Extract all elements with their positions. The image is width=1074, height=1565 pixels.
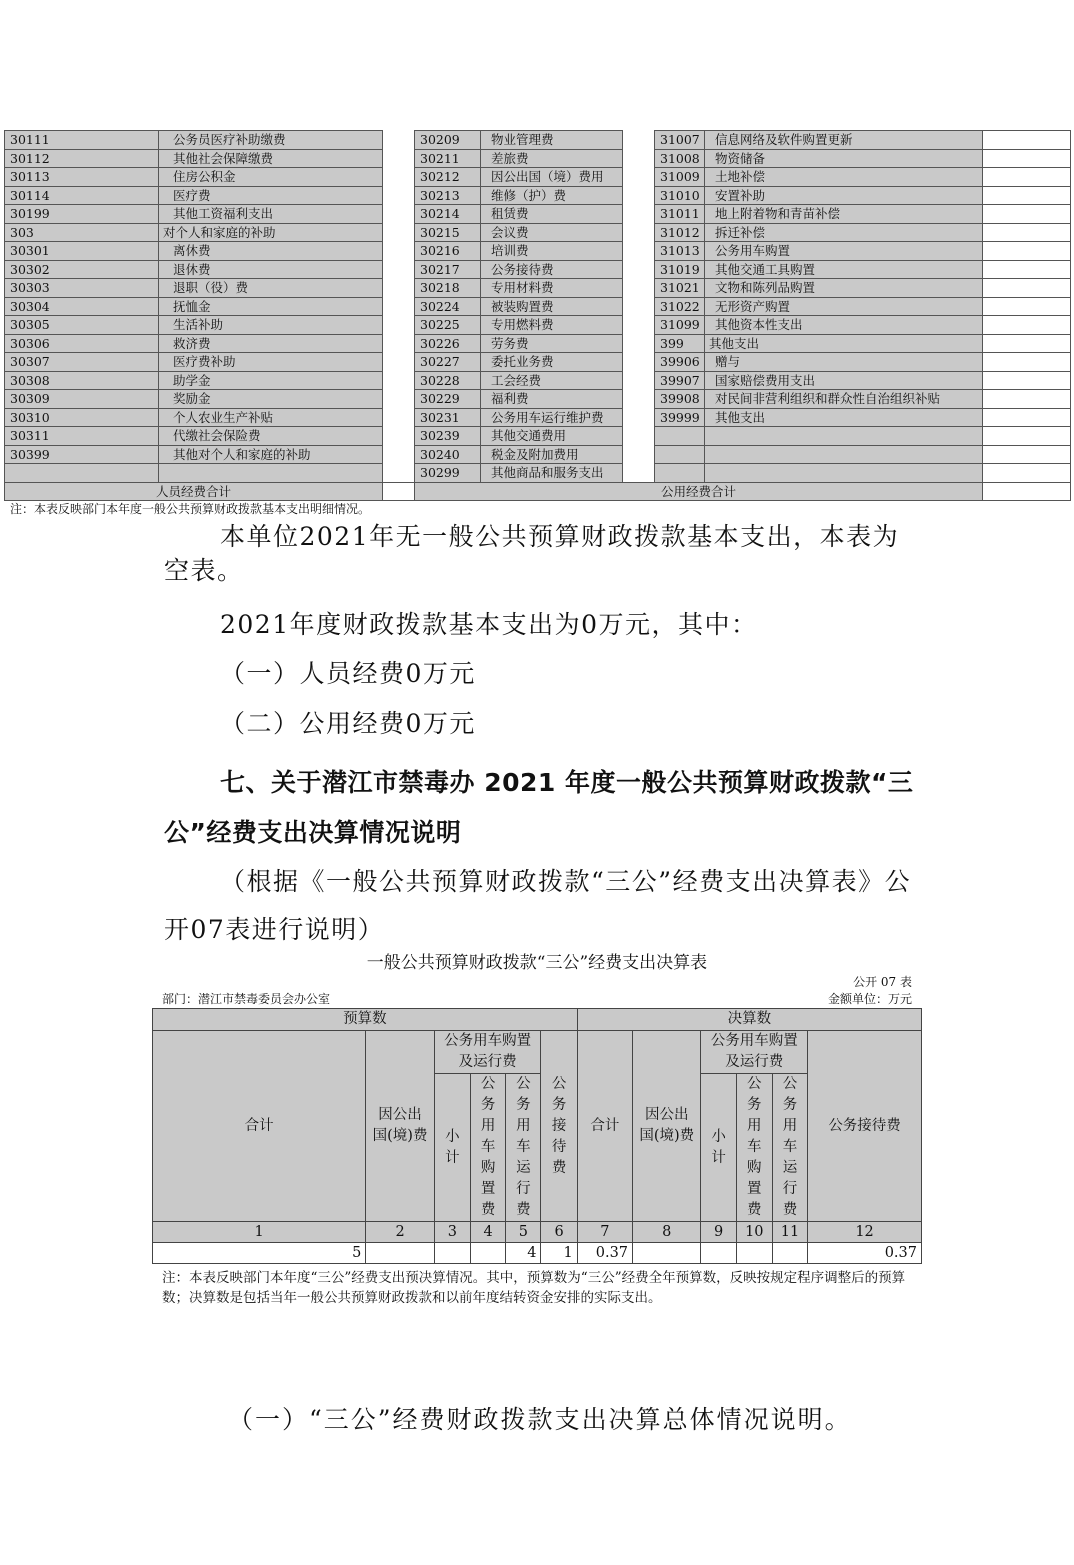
personnel-item — [159, 464, 383, 483]
public-code: 30211 — [415, 149, 481, 168]
public-amount — [623, 445, 655, 464]
personnel-amount — [383, 371, 415, 390]
personnel-amount — [383, 353, 415, 372]
personnel-amount — [383, 186, 415, 205]
public-item: 因公出国（境）费用 — [481, 168, 623, 187]
personnel-code: 30308 — [5, 371, 159, 390]
personnel-code: 30310 — [5, 408, 159, 427]
capital-amount — [983, 260, 1071, 279]
public-item: 工会经费 — [481, 371, 623, 390]
personnel-amount — [383, 131, 415, 150]
public-code: 30231 — [415, 408, 481, 427]
column-value: 5 — [153, 1243, 366, 1264]
capital-code: 31013 — [655, 242, 705, 261]
capital-code: 31019 — [655, 260, 705, 279]
basic-expenditure-detail-table — [4, 130, 1071, 501]
capital-amount — [983, 168, 1071, 187]
capital-item: 文物和陈列品购置 — [705, 279, 983, 298]
final-subtotal-header: 小计 — [701, 1074, 736, 1222]
public-item: 物业管理费 — [481, 131, 623, 150]
personnel-amount — [383, 445, 415, 464]
detail-table-row — [5, 353, 1071, 372]
detail-table-row — [5, 260, 1071, 279]
public-amount — [623, 427, 655, 446]
personnel-amount — [383, 334, 415, 353]
personnel-amount — [383, 279, 415, 298]
column-value: 0.37 — [808, 1243, 922, 1264]
detail-table-row — [5, 223, 1071, 242]
personnel-item: 其他对个人和家庭的补助 — [159, 445, 383, 464]
column-value — [434, 1243, 470, 1264]
public-amount — [623, 186, 655, 205]
public-item: 差旅费 — [481, 149, 623, 168]
personnel-amount — [383, 297, 415, 316]
column-number: 10 — [736, 1222, 772, 1243]
personnel-amount — [383, 223, 415, 242]
column-number: 1 — [153, 1222, 366, 1243]
final-car-group-header: 公务用车购置及运行费 — [701, 1031, 808, 1074]
personnel-code: 30302 — [5, 260, 159, 279]
capital-code: 39908 — [655, 390, 705, 409]
capital-amount — [983, 371, 1071, 390]
capital-code: 31009 — [655, 168, 705, 187]
public-amount — [623, 260, 655, 279]
public-code: 30217 — [415, 260, 481, 279]
personnel-code: 30301 — [5, 242, 159, 261]
public-code: 30214 — [415, 205, 481, 224]
public-item: 租赁费 — [481, 205, 623, 224]
personnel-code: 30399 — [5, 445, 159, 464]
final-total-header: 合计 — [577, 1031, 632, 1222]
capital-amount — [983, 242, 1071, 261]
public-code: 30229 — [415, 390, 481, 409]
budget-car-operation-header: 公务用车运行费 — [506, 1074, 541, 1222]
public-item: 其他交通费用 — [481, 427, 623, 446]
personnel-code: 30111 — [5, 131, 159, 150]
final-reception-header: 公务接待费 — [808, 1031, 922, 1222]
detail-table-row — [5, 390, 1071, 409]
capital-item: 公务用车购置 — [705, 242, 983, 261]
column-number: 8 — [633, 1222, 701, 1243]
detail-table-row — [5, 371, 1071, 390]
capital-code: 31022 — [655, 297, 705, 316]
detail-table-row — [5, 408, 1071, 427]
personnel-code: 30311 — [5, 427, 159, 446]
personnel-item: 生活补助 — [159, 316, 383, 335]
capital-item: 信息网络及软件购置更新 — [705, 131, 983, 150]
budget-car-group-header: 公务用车购置及运行费 — [434, 1031, 541, 1074]
personnel-amount — [383, 149, 415, 168]
public-code: 30212 — [415, 168, 481, 187]
public-amount — [623, 353, 655, 372]
capital-code: 39999 — [655, 408, 705, 427]
public-code: 30227 — [415, 353, 481, 372]
public-code: 30216 — [415, 242, 481, 261]
personnel-amount — [383, 260, 415, 279]
capital-item: 其他交通工具购置 — [705, 260, 983, 279]
public-item: 维修（护）费 — [481, 186, 623, 205]
capital-code: 31012 — [655, 223, 705, 242]
capital-item: 对民间非营利组织和群众性自治组织补贴 — [705, 390, 983, 409]
sangong-expenditure-table — [152, 1008, 922, 1264]
personnel-code: 30306 — [5, 334, 159, 353]
column-number: 5 — [506, 1222, 541, 1243]
column-value — [736, 1243, 772, 1264]
column-value — [366, 1243, 434, 1264]
paragraph-overall-explanation: （一）“三公”经费财政拨款支出决算总体情况说明。 — [228, 1405, 852, 1434]
capital-code — [655, 445, 705, 464]
detail-table-row — [5, 205, 1071, 224]
public-amount — [623, 371, 655, 390]
public-amount — [623, 223, 655, 242]
personnel-code — [5, 464, 159, 483]
column-number: 6 — [541, 1222, 577, 1243]
personnel-code: 30304 — [5, 297, 159, 316]
capital-amount — [983, 427, 1071, 446]
column-value: 0.37 — [577, 1243, 632, 1264]
personnel-amount — [383, 168, 415, 187]
personnel-item: 公务员医疗补助缴费 — [159, 131, 383, 150]
public-amount — [623, 297, 655, 316]
personnel-code: 30112 — [5, 149, 159, 168]
public-amount — [623, 279, 655, 298]
column-value — [772, 1243, 807, 1264]
capital-item: 其他资本性支出 — [705, 316, 983, 335]
public-item: 会议费 — [481, 223, 623, 242]
column-number: 11 — [772, 1222, 807, 1243]
capital-code: 39907 — [655, 371, 705, 390]
capital-amount — [983, 131, 1071, 150]
budget-reception-header: 公务接待费 — [541, 1031, 577, 1222]
personnel-item: 对个人和家庭的补助 — [159, 223, 383, 242]
detail-table-total-row — [5, 482, 1071, 501]
column-value — [633, 1243, 701, 1264]
budget-car-purchase-header: 公务用车购置费 — [470, 1074, 505, 1222]
capital-amount — [983, 445, 1071, 464]
personnel-item: 医疗费补助 — [159, 353, 383, 372]
detail-table-row — [5, 149, 1071, 168]
paragraph-basic-expenditure: 2021年度财政拨款基本支出为0万元，其中： — [220, 610, 758, 639]
personnel-amount — [383, 408, 415, 427]
column-number-row — [153, 1222, 922, 1243]
value-row — [153, 1243, 922, 1264]
personnel-item: 住房公积金 — [159, 168, 383, 187]
public-code: 30239 — [415, 427, 481, 446]
personnel-amount — [383, 242, 415, 261]
personnel-item: 医疗费 — [159, 186, 383, 205]
detail-table-row — [5, 186, 1071, 205]
sangong-table-unit: 金额单位：万元 — [827, 992, 912, 1006]
capital-item: 地上附着物和青苗补偿 — [705, 205, 983, 224]
personnel-amount — [383, 205, 415, 224]
public-code: 30218 — [415, 279, 481, 298]
personnel-item: 其他工资福利支出 — [159, 205, 383, 224]
capital-item: 拆迁补偿 — [705, 223, 983, 242]
detail-table-row — [5, 242, 1071, 261]
public-item: 专用燃料费 — [481, 316, 623, 335]
capital-item: 赠与 — [705, 353, 983, 372]
detail-table-note: 注：本表反映部门本年度一般公共预算财政拨款基本支出明细情况。 — [10, 502, 371, 516]
personnel-code: 30309 — [5, 390, 159, 409]
capital-item — [705, 464, 983, 483]
column-number: 4 — [470, 1222, 505, 1243]
column-number: 2 — [366, 1222, 434, 1243]
section-heading-seven: 七、关于潜江市禁毒办 2021 年度一般公共预算财政拨款“三公”经费支出决算情况说明 — [164, 768, 914, 847]
column-number: 3 — [434, 1222, 470, 1243]
capital-code: 31007 — [655, 131, 705, 150]
personnel-item: 其他社会保障缴费 — [159, 149, 383, 168]
budget-subtotal-header: 小计 — [434, 1074, 470, 1222]
detail-table-body — [5, 131, 1071, 483]
capital-amount — [983, 223, 1071, 242]
capital-code: 399 — [655, 334, 705, 353]
public-amount — [623, 205, 655, 224]
personnel-code: 30199 — [5, 205, 159, 224]
detail-table-row — [5, 297, 1071, 316]
final-header: 决算数 — [577, 1009, 921, 1031]
detail-table-row — [5, 316, 1071, 335]
capital-amount — [983, 334, 1071, 353]
public-amount — [623, 408, 655, 427]
personnel-item: 个人农业生产补贴 — [159, 408, 383, 427]
public-total-label: 公用经费合计 — [415, 482, 983, 501]
personnel-amount — [383, 390, 415, 409]
capital-item: 国家赔偿费用支出 — [705, 371, 983, 390]
personnel-code: 30303 — [5, 279, 159, 298]
capital-code — [655, 427, 705, 446]
personnel-total-label: 人员经费合计 — [5, 482, 383, 501]
capital-amount — [983, 353, 1071, 372]
public-code: 30226 — [415, 334, 481, 353]
public-amount — [623, 131, 655, 150]
budget-total-header: 合计 — [153, 1031, 366, 1222]
sangong-table-title: 一般公共预算财政拨款“三公”经费支出决算表 — [366, 953, 708, 973]
public-code: 30228 — [415, 371, 481, 390]
personnel-amount — [383, 316, 415, 335]
public-amount — [623, 390, 655, 409]
capital-code: 31011 — [655, 205, 705, 224]
personnel-code: 30113 — [5, 168, 159, 187]
final-abroad-header: 因公出国(境)费 — [633, 1031, 701, 1222]
capital-amount — [983, 390, 1071, 409]
detail-table-row — [5, 279, 1071, 298]
capital-item: 其他支出 — [705, 334, 983, 353]
capital-code: 31099 — [655, 316, 705, 335]
detail-table-row — [5, 445, 1071, 464]
column-value: 1 — [541, 1243, 577, 1264]
personnel-item: 抚恤金 — [159, 297, 383, 316]
sangong-table-note: 注：本表反映部门本年度“三公”经费支出预决算情况。其中，预算数为“三公”经费全年预算数，反映按规定程序调整后的预算数；决算数是包括当年一般公共预算财政拨款和以前年度结转资金安排的实际支出。 — [162, 1270, 906, 1306]
personnel-item: 救济费 — [159, 334, 383, 353]
capital-item: 无形资产购置 — [705, 297, 983, 316]
column-number: 7 — [577, 1222, 632, 1243]
detail-table-row — [5, 427, 1071, 446]
capital-item — [705, 445, 983, 464]
capital-amount — [983, 279, 1071, 298]
public-item: 被装购置费 — [481, 297, 623, 316]
capital-code: 31021 — [655, 279, 705, 298]
public-code: 30215 — [415, 223, 481, 242]
final-car-operation-header: 公务用车运行费 — [772, 1074, 807, 1222]
column-value — [701, 1243, 736, 1264]
personnel-item: 奖励金 — [159, 390, 383, 409]
personnel-code: 30305 — [5, 316, 159, 335]
capital-amount — [983, 297, 1071, 316]
sangong-table-dept: 部门：潜江市禁毒委员会办公室 — [162, 992, 331, 1006]
capital-item: 其他支出 — [705, 408, 983, 427]
capital-code: 31010 — [655, 186, 705, 205]
paragraph-empty-table: 本单位2021年无一般公共预算财政拨款基本支出，本表为空表。 — [164, 522, 900, 585]
capital-amount — [983, 149, 1071, 168]
personnel-amount — [383, 464, 415, 483]
public-code: 30240 — [415, 445, 481, 464]
public-item: 专用材料费 — [481, 279, 623, 298]
public-amount — [623, 464, 655, 483]
public-item: 福利费 — [481, 390, 623, 409]
public-amount — [623, 334, 655, 353]
detail-table-row — [5, 131, 1071, 150]
capital-item — [705, 427, 983, 446]
capital-item: 土地补偿 — [705, 168, 983, 187]
public-item: 公务接待费 — [481, 260, 623, 279]
column-number: 9 — [701, 1222, 736, 1243]
personnel-total-amount — [383, 482, 415, 501]
public-amount — [623, 149, 655, 168]
column-value: 4 — [506, 1243, 541, 1264]
personnel-item: 助学金 — [159, 371, 383, 390]
personnel-item: 退职（役）费 — [159, 279, 383, 298]
public-item: 劳务费 — [481, 334, 623, 353]
personnel-amount — [383, 427, 415, 446]
public-total-amount — [983, 482, 1071, 501]
public-amount — [623, 242, 655, 261]
capital-amount — [983, 408, 1071, 427]
public-item: 委托业务费 — [481, 353, 623, 372]
detail-table-row — [5, 334, 1071, 353]
personnel-item: 退休费 — [159, 260, 383, 279]
capital-item: 物资储备 — [705, 149, 983, 168]
public-code: 30209 — [415, 131, 481, 150]
paragraph-personnel-cost: （一）人员经费0万元 — [220, 659, 476, 688]
public-code: 30213 — [415, 186, 481, 205]
public-item: 培训费 — [481, 242, 623, 261]
public-code: 30299 — [415, 464, 481, 483]
capital-amount — [983, 464, 1071, 483]
column-number: 12 — [808, 1222, 922, 1243]
public-code: 30225 — [415, 316, 481, 335]
capital-code: 31008 — [655, 149, 705, 168]
capital-item: 安置补助 — [705, 186, 983, 205]
personnel-code: 303 — [5, 223, 159, 242]
budget-abroad-header: 因公出国(境)费 — [366, 1031, 434, 1222]
capital-amount — [983, 205, 1071, 224]
column-value — [470, 1243, 505, 1264]
detail-table-row — [5, 168, 1071, 187]
sangong-table-code: 公开 07 表 — [853, 975, 912, 989]
personnel-code: 30114 — [5, 186, 159, 205]
public-amount — [623, 316, 655, 335]
capital-code: 39906 — [655, 353, 705, 372]
public-item: 公务用车运行维护费 — [481, 408, 623, 427]
public-amount — [623, 168, 655, 187]
personnel-item: 离休费 — [159, 242, 383, 261]
public-item: 其他商品和服务支出 — [481, 464, 623, 483]
paragraph-public-cost: （二）公用经费0万元 — [220, 709, 476, 738]
capital-amount — [983, 316, 1071, 335]
personnel-code: 30307 — [5, 353, 159, 372]
detail-table-row — [5, 464, 1071, 483]
capital-code — [655, 464, 705, 483]
capital-amount — [983, 186, 1071, 205]
budget-header: 预算数 — [153, 1009, 578, 1031]
personnel-item: 代缴社会保险费 — [159, 427, 383, 446]
paragraph-basis-note: （根据《一般公共预算财政拨款“三公”经费支出决算表》公开07表进行说明） — [164, 867, 912, 944]
final-car-purchase-header: 公务用车购置费 — [736, 1074, 772, 1222]
public-code: 30224 — [415, 297, 481, 316]
public-item: 税金及附加费用 — [481, 445, 623, 464]
